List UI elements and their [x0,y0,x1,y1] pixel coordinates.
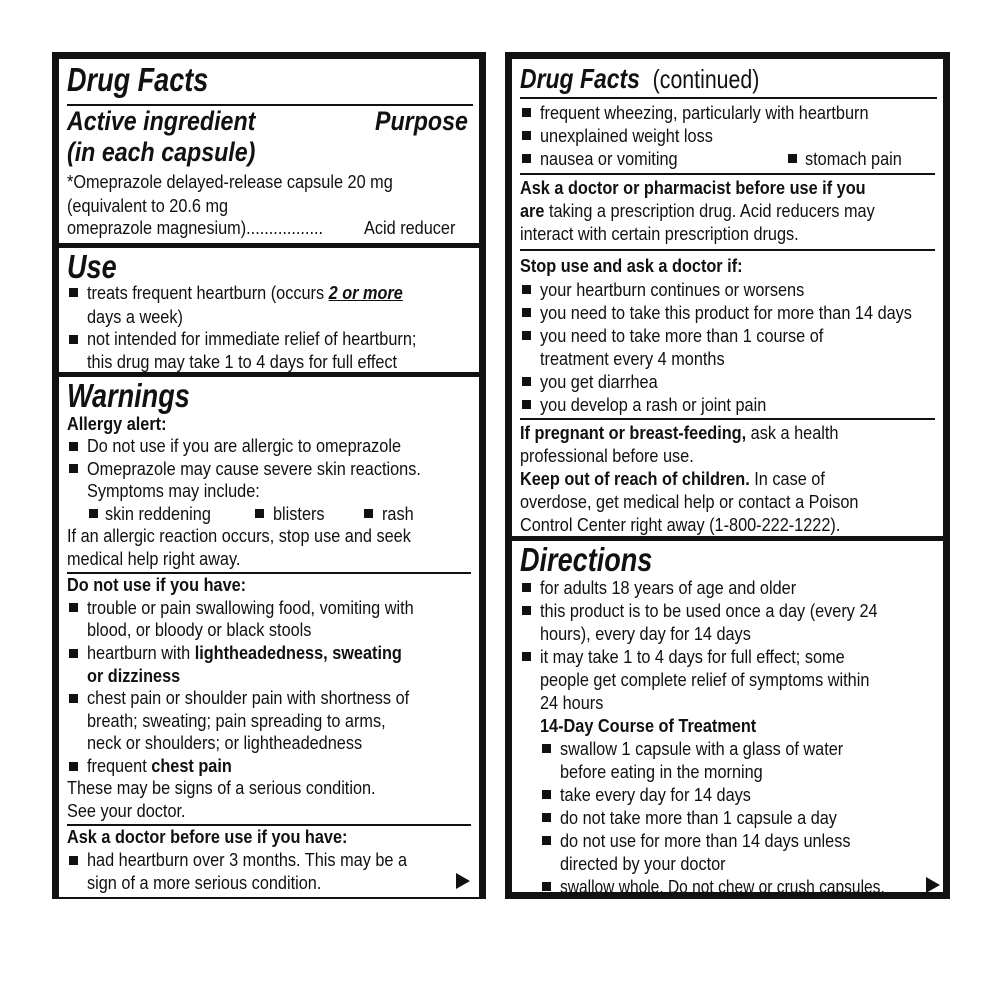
directions-item-3-cont-1: people get complete relief of symptoms within [540,669,870,690]
bullet-icon [69,694,78,703]
bullet-icon [542,882,551,891]
purpose-heading: Purpose [375,106,468,136]
bullet-icon [69,603,78,612]
bullet-icon [522,131,531,140]
use-item-1: treats frequent heartburn (occurs 2 or more [87,282,403,303]
dnu-item-3-cont-2: neck or shoulders; or lightheadedness [87,732,363,753]
active-ingredient-heading-2: (in each capsule) [67,137,256,167]
do-not-use-heading: Do not use if you have: [67,574,247,595]
bullet-icon [69,649,78,658]
use-item-2: not intended for immediate relief of heartburn; [87,328,417,349]
continue-arrow-icon [456,873,470,889]
keep-out-line-3: Control Center right away (1-800-222-1222). [520,514,841,535]
serious-note-1: These may be signs of a serious condition. [67,777,376,798]
directions-heading: Directions [520,541,653,578]
bullet-icon [69,442,78,451]
directions-item-2-cont: hours), every day for 14 days [540,623,751,644]
bullet-icon [522,652,531,661]
cont-item-2: unexplained weight loss [540,125,713,146]
ingredient-line-2: (equivalent to 20.6 mg [67,195,229,216]
symptom-rash: rash [382,503,414,524]
warnings-heading: Warnings [67,377,190,414]
pregnant-line-2: professional before use. [520,445,694,466]
course-item-1: swallow 1 capsule with a glass of water [560,738,844,759]
active-ingredient-heading: Active ingredient [67,106,256,136]
cont-item-4: stomach pain [805,148,902,169]
bullet-icon [542,813,551,822]
bullet-icon [522,583,531,592]
continue-arrow-icon [926,877,940,893]
drug-facts-panel-right [505,52,950,899]
ask-doctor-heading: Ask a doctor before use if you have: [67,826,348,847]
pharmacist-heading: Ask a doctor or pharmacist before use if you [520,177,866,198]
pharmacist-line-2: are taking a prescription drug. Acid reducers may [520,200,875,221]
directions-item-3: it may take 1 to 4 days for full effect; some [540,646,845,667]
directions-item-3-cont-2: 24 hours [540,692,604,713]
allergy-alert-heading: Allergy alert: [67,413,167,434]
title-rule [520,97,937,99]
course-item-3: do not take more than 1 capsule a day [560,807,837,828]
bullet-icon [364,509,373,518]
allergy-note-1: If an allergic reaction occurs, stop use and seek [67,525,411,546]
serious-note-2: See your doctor. [67,800,186,821]
bullet-icon [522,285,531,294]
bullet-icon [522,308,531,317]
bullet-icon [522,154,531,163]
keep-out-line-1: Keep out of reach of children. In case of [520,468,825,489]
bullet-icon [522,377,531,386]
bullet-icon [522,108,531,117]
course-item-5: swallow whole. Do not chew or crush capsules. [560,876,885,897]
bullet-icon [542,790,551,799]
drug-facts-continued-title: Drug Facts (continued) [520,63,760,94]
section-rule [520,173,935,175]
course-item-4: do not use for more than 14 days unless [560,830,851,851]
allergy-note-2: medical help right away. [67,548,241,569]
dnu-item-4: frequent chest pain [87,755,232,776]
ingredient-line-3: omeprazole magnesium)................. [67,217,324,238]
bullet-icon [542,836,551,845]
allergy-item-2-cont: Symptoms may include: [87,480,260,501]
drug-facts-title: Drug Facts [67,61,209,98]
bullet-icon [788,154,797,163]
pharmacist-line-3: interact with certain prescription drugs. [520,223,799,244]
bullet-icon [69,762,78,771]
keep-out-line-2: overdose, get medical help or contact a Poison [520,491,859,512]
cont-item-1: frequent wheezing, particularly with heartburn [540,102,869,123]
course-item-2: take every day for 14 days [560,784,751,805]
directions-item-2: this product is to be used once a day (every 24 [540,600,878,621]
stop-item-4: you get diarrhea [540,371,658,392]
warnings-section [59,377,479,897]
dnu-item-3: chest pain or shoulder pain with shortness of [87,687,410,708]
directions-item-1: for adults 18 years of age and older [540,577,797,598]
use-section [59,248,479,372]
bullet-icon [522,606,531,615]
allergy-item-2: Omeprazole may cause severe skin reactions. [87,458,421,479]
cont-item-3: nausea or vomiting [540,148,678,169]
use-item-1-cont: days a week) [87,306,183,327]
dnu-item-1: trouble or pain swallowing food, vomiting with [87,597,414,618]
purpose-value: Acid reducer [364,217,456,238]
ingredient-line-1: *Omeprazole delayed-release capsule 20 mg [67,171,393,192]
symptom-skin-reddening: skin reddening [105,503,211,524]
ask-doctor-item: had heartburn over 3 months. This may be a [87,849,408,870]
dnu-item-2: heartburn with lightheadedness, sweating [87,642,402,663]
bullet-icon [69,464,78,473]
stop-item-3-cont: treatment every 4 months [540,348,725,369]
course-item-4-cont: directed by your doctor [560,853,726,874]
bullet-icon [542,744,551,753]
dnu-item-1-cont: blood, or bloody or black stools [87,619,312,640]
stop-item-1: your heartburn continues or worsens [540,279,805,300]
active-ingredient-section [59,59,479,243]
use-heading: Use [67,248,117,285]
dnu-item-3-cont-1: breath; sweating; pain spreading to arms, [87,710,386,731]
stop-item-2: you need to take this product for more than 14 days [540,302,912,323]
continued-section [512,59,943,536]
stop-item-3: you need to take more than 1 course of [540,325,824,346]
bullet-icon [255,509,264,518]
dnu-item-2-cont: or dizziness [87,665,181,686]
bullet-icon [69,288,78,297]
allergy-item-1: Do not use if you are allergic to omeprazole [87,435,402,456]
bullet-icon [522,400,531,409]
bullet-icon [522,331,531,340]
bullet-icon [89,509,98,518]
course-item-1-cont: before eating in the morning [560,761,763,782]
symptom-blisters: blisters [273,503,325,524]
stop-use-heading: Stop use and ask a doctor if: [520,255,743,276]
use-item-2-cont: this drug may take 1 to 4 days for full effect [87,351,398,372]
pregnant-line-1: If pregnant or breast-feeding, ask a health [520,422,839,443]
section-rule [520,249,935,251]
directions-section [512,541,943,897]
ask-doctor-item-cont: sign of a more serious condition. [87,872,322,893]
bullet-icon [69,856,78,865]
drug-facts-panel-left [52,52,486,899]
stop-item-5: you develop a rash or joint pain [540,394,767,415]
section-rule [520,418,935,420]
course-heading: 14-Day Course of Treatment [540,715,757,736]
bullet-icon [69,335,78,344]
